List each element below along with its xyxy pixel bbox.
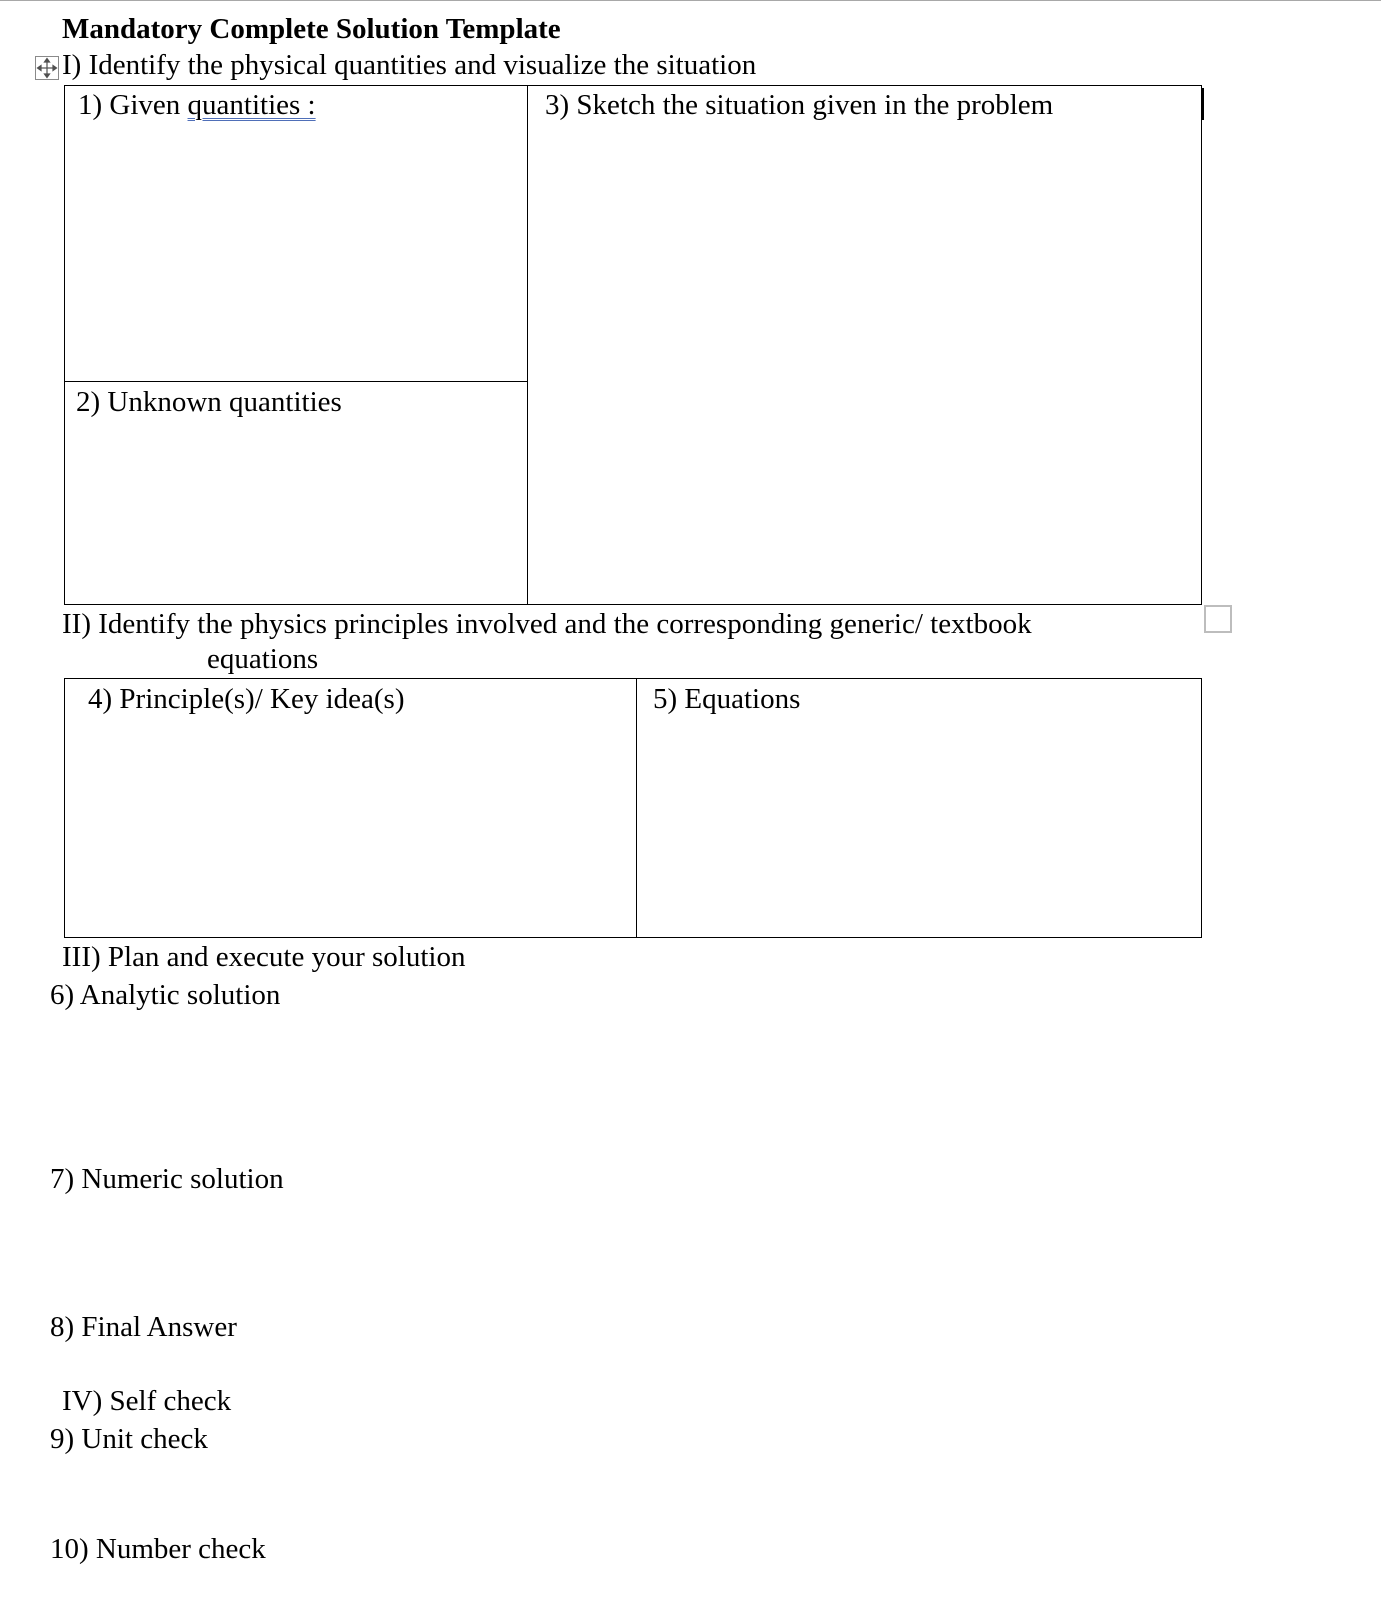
unknown-quantities-label: 2) Unknown quantities <box>76 386 342 418</box>
final-answer-label: 8) Final Answer <box>50 1311 237 1343</box>
page-top-border <box>0 0 1381 1</box>
number-check-label: 10) Number check <box>50 1533 266 1565</box>
sketch-cell[interactable] <box>528 86 1201 604</box>
principles-cell[interactable] <box>65 679 635 937</box>
section-2-heading-line1: II) Identify the physics principles involved and the corresponding generic/ textbook <box>62 608 1032 640</box>
table-move-handle[interactable] <box>35 56 59 80</box>
row-end-marker <box>1204 605 1232 633</box>
sketch-label: 3) Sketch the situation given in the problem <box>545 89 1054 121</box>
unit-check-label: 9) Unit check <box>50 1423 208 1455</box>
given-quantities-word: quantities : <box>187 89 316 121</box>
equations-label: 5) Equations <box>653 683 801 715</box>
document-title: Mandatory Complete Solution Template <box>62 13 561 45</box>
text-cursor <box>1202 88 1204 120</box>
section-1-heading: I) Identify the physical quantities and visualize the situation <box>62 49 757 81</box>
given-prefix: 1) Given <box>78 89 188 121</box>
section-3-heading: III) Plan and execute your solution <box>62 941 466 973</box>
analytic-solution-label: 6) Analytic solution <box>50 979 281 1011</box>
numeric-solution-label: 7) Numeric solution <box>50 1163 284 1195</box>
principles-label: 4) Principle(s)/ Key idea(s) <box>88 683 405 715</box>
equations-cell[interactable] <box>637 679 1201 937</box>
given-quantities-cell[interactable] <box>65 86 527 380</box>
section-2-heading-line2: equations <box>207 643 319 675</box>
given-quantities-label <box>78 88 316 122</box>
move-arrows-icon <box>36 57 58 79</box>
section-4-heading: IV) Self check <box>62 1385 232 1417</box>
